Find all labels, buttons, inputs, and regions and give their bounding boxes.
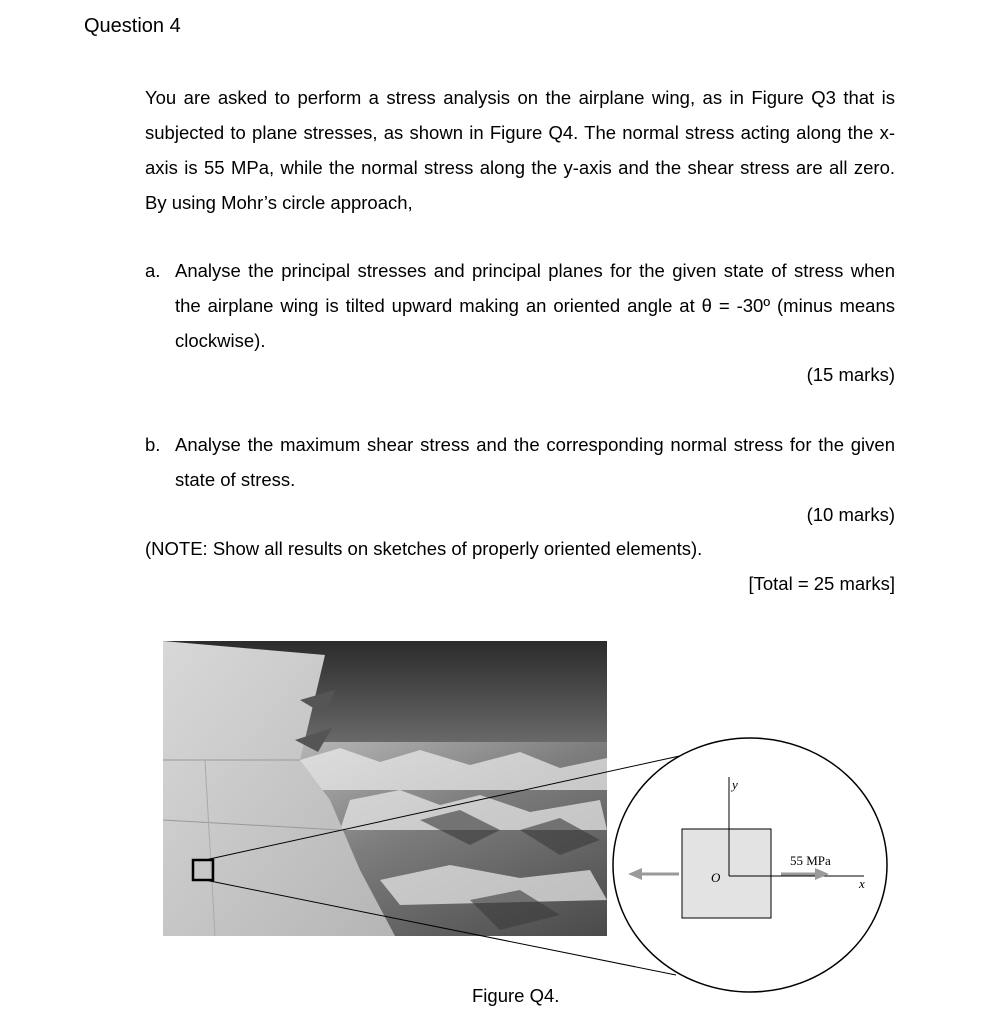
- part-a-letter: a.: [145, 260, 161, 281]
- intro-paragraph: You are asked to perform a stress analysis on the airplane wing, as in Figure Q3 that is subjected to plane stresses, as shown in Figure Q4. The normal stress acting along the x-axis is 55 MPa, while the normal stress along the y-axis and the shear stress are all zero. By using Mohr’s circle approach,: [145, 87, 895, 213]
- part-a-text: Analyse the principal stresses and principal planes for the given state of stress when the airplane wing is tilted upward making an oriented angle at θ = -30º (minus means clockwise).: [175, 260, 895, 351]
- part-b-letter: b.: [145, 434, 161, 455]
- part-b-text: Analyse the maximum shear stress and the corresponding normal stress for the given state of stress.: [175, 434, 895, 490]
- part-a-marks: (15 marks): [806, 364, 895, 385]
- figure-caption: Figure Q4.: [472, 985, 560, 1006]
- total-marks: [Total = 25 marks]: [748, 573, 895, 594]
- part-b-marks: (10 marks): [806, 504, 895, 525]
- note-text: (NOTE: Show all results on sketches of properly oriented elements).: [145, 538, 703, 559]
- origin-label: O: [711, 870, 721, 885]
- stress-element: [682, 829, 771, 918]
- y-axis-label: y: [732, 777, 738, 792]
- x-axis-label: x: [859, 876, 865, 891]
- question-heading: Question 4: [84, 15, 181, 37]
- stress-value-label: 55 MPa: [790, 853, 831, 868]
- wing-photo: [163, 641, 607, 936]
